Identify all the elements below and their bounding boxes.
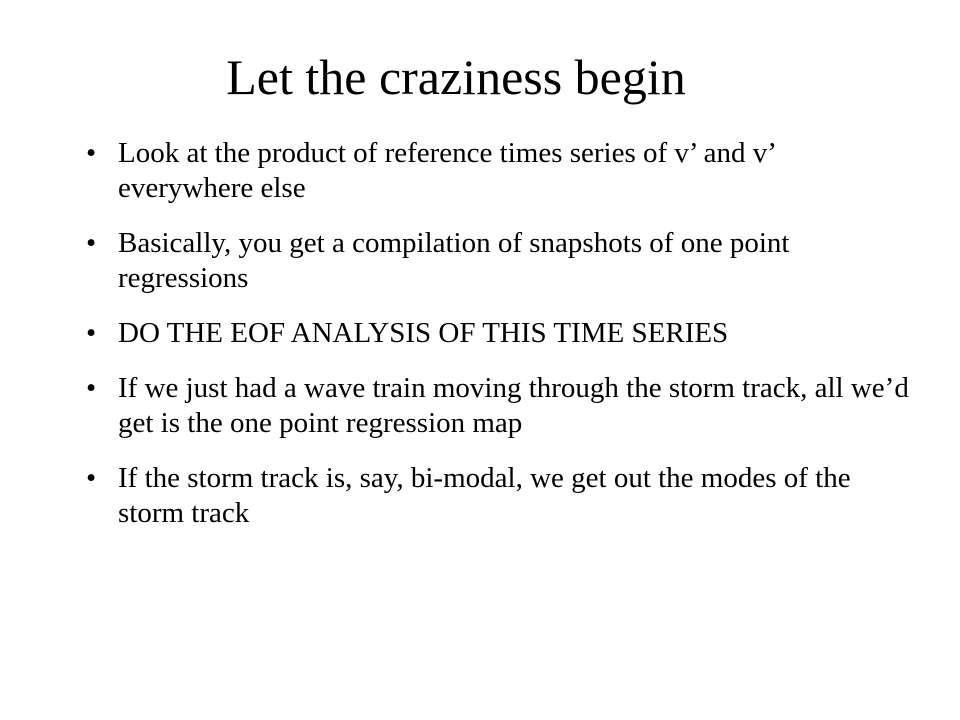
bullet-list [86, 136, 916, 551]
bullet-text: If the storm track is, say, bi-modal, we get out the modes of the storm track [118, 462, 851, 529]
bullet-text: If we just had a wave train moving through the storm track, all we’d get is the one point regression map [118, 372, 909, 439]
bullet-item [86, 371, 916, 441]
bullet-text: DO THE EOF ANALYSIS OF THIS TIME SERIES [118, 317, 729, 349]
bullet-dot-icon: • [86, 462, 97, 494]
bullet-dot-icon: • [86, 137, 97, 169]
bullet-item [86, 316, 916, 351]
slide-title: Let the craziness begin [226, 49, 686, 105]
bullet-item [86, 226, 916, 296]
bullet-dot-icon: • [86, 317, 97, 349]
bullet-dot-icon: • [86, 227, 97, 259]
bullet-text: Look at the product of reference times series of v’ and v’ everywhere else [118, 137, 775, 204]
bullet-item [86, 136, 916, 206]
bullet-item [86, 461, 916, 531]
bullet-dot-icon: • [86, 372, 97, 404]
bullet-text: Basically, you get a compilation of snapshots of one point regressions [118, 227, 790, 294]
